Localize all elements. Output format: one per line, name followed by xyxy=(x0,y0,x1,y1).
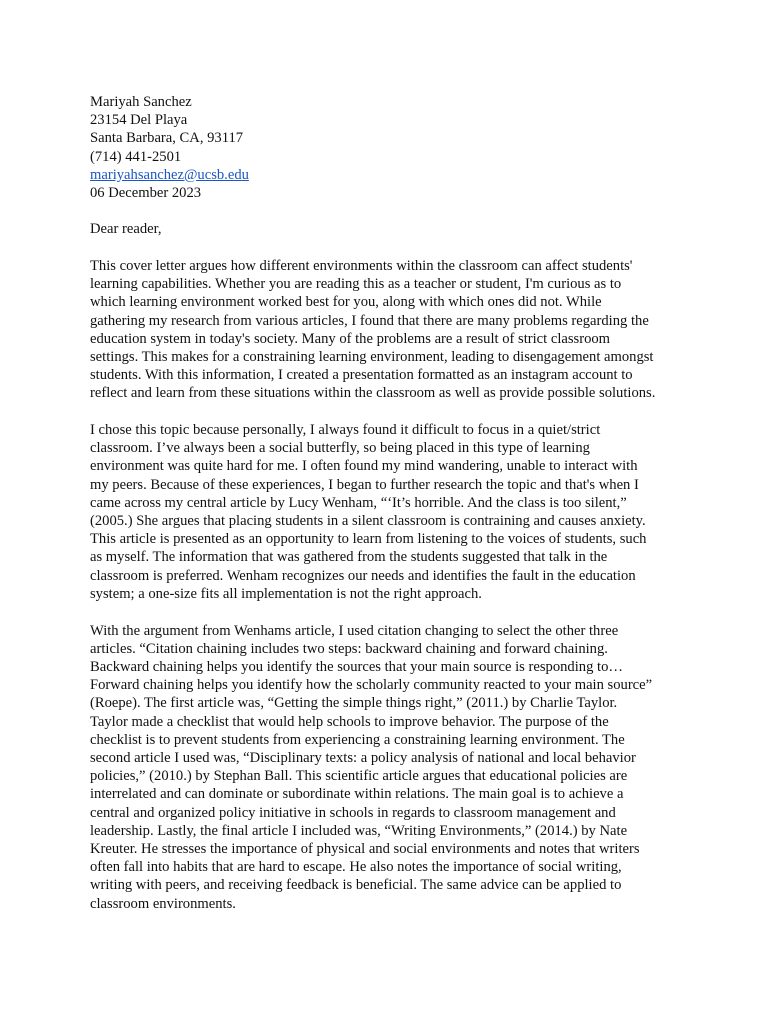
paragraph-line: interrelated and can dominate or subordinate within relations. The main goal is to achieve a xyxy=(90,786,624,803)
paragraph-line: This article is presented as an opportunity to learn from listening to the voices of students, such xyxy=(90,531,647,548)
paragraph-2 xyxy=(90,421,690,603)
paragraph-line: system; a one-size fits all implementation is not the right approach. xyxy=(90,585,482,602)
paragraph-line: Forward chaining helps you identify how the scholarly community reacted to your main source” xyxy=(90,677,653,694)
paragraph-line: learning capabilities. Whether you are reading this as a teacher or student, I'm curious as to xyxy=(90,276,622,293)
paragraph-line: my peers. Because of these experiences, I began to further research the topic and that's when I xyxy=(90,476,639,493)
paragraph-line: I chose this topic because personally, I always found it difficult to focus in a quiet/strict xyxy=(90,422,601,439)
paragraph-line: as myself. The information that was gathered from the students suggested that talk in the xyxy=(90,549,608,566)
paragraph-line: articles. “Citation chaining includes two steps: backward chaining and forward chaining. xyxy=(90,640,608,657)
paragraph-line: policies,” (2010.) by Stephan Ball. This scientific article argues that educational policies are xyxy=(90,768,628,785)
paragraph-line: classroom environments. xyxy=(90,895,236,912)
paragraph-line: With the argument from Wenhams article, I used citation changing to select the other three xyxy=(90,622,619,639)
salutation: Dear reader, xyxy=(90,221,162,238)
paragraph-line: which learning environment worked best for you, along with which ones did not. While xyxy=(90,294,602,311)
paragraph-line: often fall into habits that are hard to escape. He also notes the importance of social writing, xyxy=(90,859,622,876)
paragraph-line: settings. This makes for a constraining learning environment, leading to disengagement amongst xyxy=(90,348,654,365)
sender-phone: (714) 441-2501 xyxy=(90,148,182,165)
paragraph-line: students. With this information, I created a presentation formatted as an instagram account to xyxy=(90,367,633,384)
sender-city: Santa Barbara, CA, 93117 xyxy=(90,130,244,147)
letter-date: 06 December 2023 xyxy=(90,185,202,202)
paragraph-line: reflect and learn from these situations within the classroom as well as provide possible solutions. xyxy=(90,385,656,402)
paragraph-line: education system in today's society. Many of the problems are a result of strict classroom xyxy=(90,330,611,347)
paragraph-line: Taylor made a checklist that would help schools to improve behavior. The purpose of the xyxy=(90,713,609,730)
paragraph-line: checklist is to prevent students from experiencing a constraining learning environment. The xyxy=(90,731,625,748)
paragraph-3 xyxy=(90,622,690,913)
paragraph-line: Kreuter. He stresses the importance of physical and social environments and notes that writers xyxy=(90,841,640,858)
sender-name: Mariyah Sanchez xyxy=(90,94,192,110)
paragraph-line: leadership. Lastly, the final article I included was, “Writing Environments,” (2014.) by Nate xyxy=(90,822,628,839)
cover-letter xyxy=(90,93,690,913)
sender-address-block xyxy=(90,93,690,202)
paragraph-line: gathering my research from various articles, I found that there are many problems regarding the xyxy=(90,312,649,329)
paragraph-line: came across my central article by Lucy Wenham, “‘It’s horrible. And the class is too silent,” xyxy=(90,494,627,511)
paragraph-line: classroom is preferred. Wenham recognizes our needs and identifies the fault in the education xyxy=(90,567,636,584)
paragraph-line: environment was quite hard for me. I often found my mind wandering, unable to interact with xyxy=(90,458,638,475)
paragraph-line: classroom. I’ve always been a social butterfly, so being placed in this type of learning xyxy=(90,440,590,457)
sender-email-link[interactable]: mariyahsanchez@ucsb.edu xyxy=(90,166,249,183)
paragraph-line: (2005.) She argues that placing students in a silent classroom is contraining and causes anxiety. xyxy=(90,513,646,530)
paragraph-line: (Roepe). The first article was, “Getting the simple things right,” (2011.) by Charlie Taylor. xyxy=(90,695,618,712)
paragraph-line: writing with peers, and receiving feedback is beneficial. The same advice can be applied to xyxy=(90,877,622,894)
paragraph-line: second article I used was, “Disciplinary texts: a policy analysis of national and local behavior xyxy=(90,750,636,766)
paragraph-line: This cover letter argues how different environments within the classroom can affect students' xyxy=(90,257,633,274)
paragraph-line: central and organized policy initiative in schools in regards to classroom management and xyxy=(90,804,616,821)
sender-street: 23154 Del Playa xyxy=(90,112,188,129)
paragraph-1 xyxy=(90,257,690,403)
paragraph-line: Backward chaining helps you identify the sources that your main source is responding to… xyxy=(90,658,623,675)
